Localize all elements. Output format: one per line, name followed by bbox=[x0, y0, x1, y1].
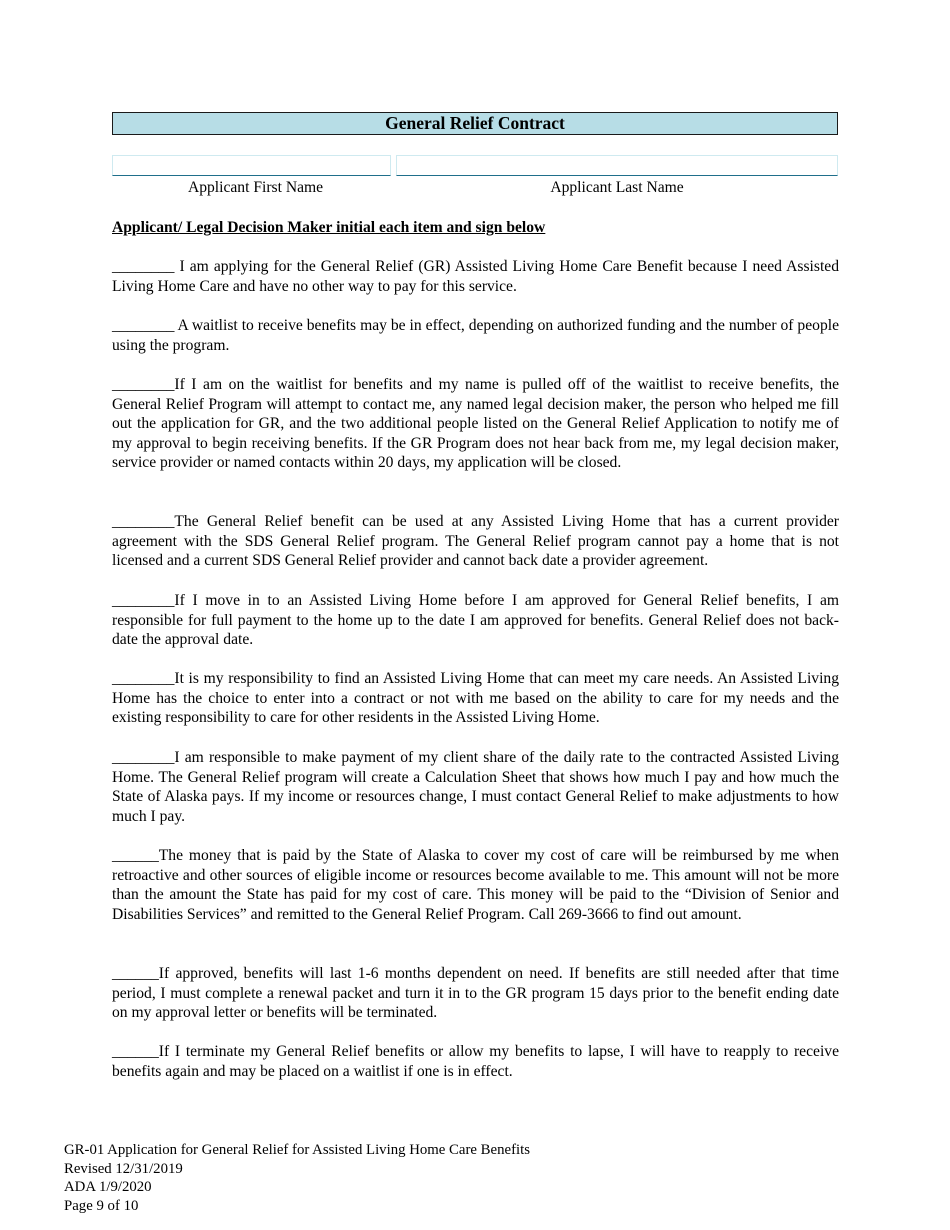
contract-item-6: ________It is my responsibility to find an Assisted Living Home that can meet my care needs. An Assisted Living Home has the choice to enter into a contract or not with me based on the ability to care for my needs and the existing responsibility to care for other residents in the Assisted Living Home. bbox=[112, 670, 839, 727]
contract-item-9: ______If approved, benefits will last 1-6 months dependent on need. If benefits are still needed after that time period, I must complete a renewal packet and turn it in to the GR program 15 days prior to the benefit ending date on my approval letter or benefits will be terminated. bbox=[112, 965, 839, 1022]
page-title: General Relief Contract bbox=[112, 112, 838, 135]
contract-item-4: ________The General Relief benefit can be used at any Assisted Living Home that has a current provider agreement with the SDS General Relief program. The General Relief program cannot pay a home that is not licensed and a current SDS General Relief provider and cannot back date a provider agreement. bbox=[112, 513, 839, 570]
contract-item-2: ________ A waitlist to receive benefits may be in effect, depending on authorized funding and the number of people using the program. bbox=[112, 317, 839, 354]
footer-revised-date: Revised 12/31/2019 bbox=[64, 1160, 183, 1177]
contract-item-7: ________I am responsible to make payment of my client share of the daily rate to the contracted Assisted Living Home. The General Relief program will create a Calculation Sheet that shows how much I pay and how much the State of Alaska pays. If my income or resources change, I must contact General Relief to make adjustments to how much I pay. bbox=[112, 749, 839, 825]
footer-ada-date: ADA 1/9/2020 bbox=[64, 1179, 152, 1196]
applicant-last-name-label: Applicant Last Name bbox=[550, 179, 684, 196]
page-footer bbox=[64, 1141, 530, 1216]
contract-item-5: ________If I move in to an Assisted Living Home before I am approved for General Relief benefits, I am responsible for full payment to the home up to the date I am approved for benefits. General Relief does not back-date the approval date. bbox=[112, 592, 839, 649]
footer-page-number: Page 9 of 10 bbox=[64, 1198, 139, 1215]
contract-item-8: ______The money that is paid by the State of Alaska to cover my cost of care will be reimbursed by me when retroactive and other sources of eligible income or resources become available to me. This amount will not be more than the amount the State has paid for my cost of care. This money will be paid to the “Division of Senior and Disabilities Services” and remitted to the General Relief Program. Call 269-3666 to find out amount. bbox=[112, 847, 839, 923]
applicant-last-name-field[interactable] bbox=[396, 155, 838, 176]
applicant-first-name-field[interactable] bbox=[112, 155, 391, 176]
contract-item-3: ________If I am on the waitlist for benefits and my name is pulled off of the waitlist to receive benefits, the General Relief Program will attempt to contact me, any named legal decision maker, the person who helped me fill out the application for GR, and the two additional people listed on the General Relief Application to notify me of my approval to begin receiving benefits. If the GR Program does not hear back from me, my legal decision maker, service provider or named contacts within 20 days, my application will be closed. bbox=[112, 376, 839, 472]
initial-instruction-heading: Applicant/ Legal Decision Maker initial each item and sign below bbox=[112, 219, 546, 236]
footer-form-title: GR-01 Application for General Relief for Assisted Living Home Care Benefits bbox=[64, 1142, 530, 1158]
contract-item-10: ______If I terminate my General Relief benefits or allow my benefits to lapse, I will have to reapply to receive benefits again and may be placed on a waitlist if one is in effect. bbox=[112, 1043, 839, 1080]
contract-item-1: ________ I am applying for the General Relief (GR) Assisted Living Home Care Benefit because I need Assisted Living Home Care and have no other way to pay for this service. bbox=[112, 258, 839, 295]
applicant-first-name-label: Applicant First Name bbox=[187, 179, 324, 196]
